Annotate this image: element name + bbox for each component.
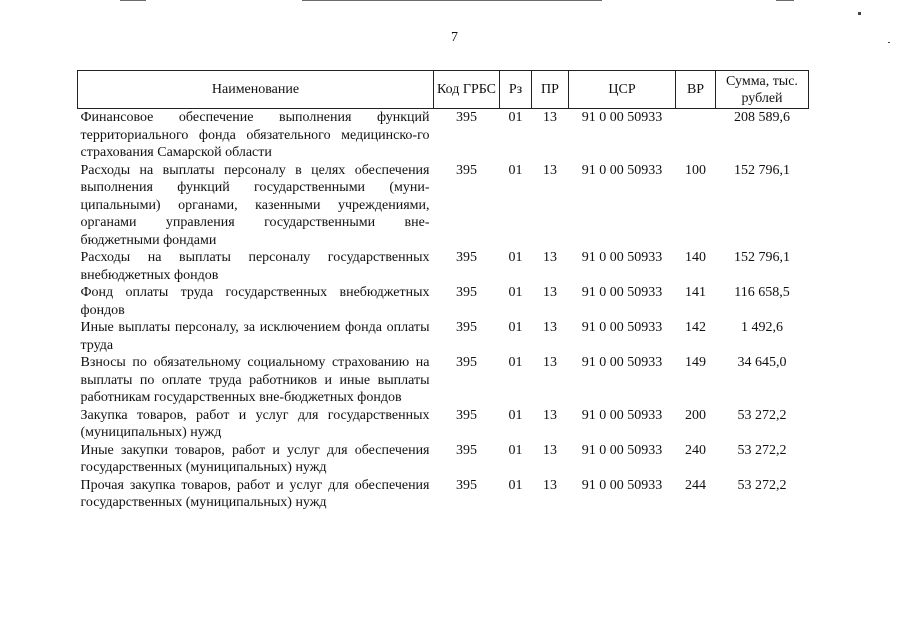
table-row <box>78 477 809 512</box>
scan-speck <box>858 12 861 15</box>
cell-name: Прочая закупка товаров, работ и услуг для обеспечения государственных (муниципальных) нужд <box>80 477 430 510</box>
cell-sum: 53 272,2 <box>737 407 787 423</box>
cell-rz: 01 <box>508 285 523 300</box>
cell-csr: 91 0 00 50933 <box>581 407 663 423</box>
cell-kod: 395 <box>456 407 477 423</box>
table-row <box>78 109 809 162</box>
cell-csr: 91 0 00 50933 <box>581 162 663 178</box>
cell-vr: 140 <box>685 250 706 265</box>
cell-csr: 91 0 00 50933 <box>581 285 663 300</box>
cell-csr: 91 0 00 50933 <box>581 250 663 265</box>
cell-name: Иные выплаты персоналу, за исключением фонда оплаты труда <box>80 320 430 353</box>
cell-vr <box>676 109 716 162</box>
cell-rz: 01 <box>508 250 523 265</box>
cell-kod: 395 <box>456 250 477 265</box>
table-row <box>78 442 809 477</box>
cell-pr: 13 <box>543 250 557 265</box>
cell-pr: 13 <box>543 285 557 300</box>
cell-vr: 200 <box>685 407 706 423</box>
cell-kod: 395 <box>456 320 477 335</box>
header-rz: Рз <box>500 71 532 109</box>
table-row <box>78 284 809 319</box>
table-row <box>78 162 809 250</box>
header-csr: ЦСР <box>569 71 676 109</box>
cell-sum: 53 272,2 <box>737 442 787 458</box>
cell-kod: 395 <box>456 442 477 458</box>
cell-sum: 152 796,1 <box>734 162 790 178</box>
budget-table <box>77 70 809 512</box>
cell-sum: 116 658,5 <box>734 285 790 300</box>
cell-sum: 208 589,6 <box>734 110 790 125</box>
scan-edge-line-left <box>120 0 146 1</box>
cell-csr: 91 0 00 50933 <box>581 320 663 335</box>
cell-pr: 13 <box>543 477 557 493</box>
cell-rz: 01 <box>508 110 523 125</box>
cell-csr: 91 0 00 50933 <box>581 477 663 493</box>
cell-csr: 91 0 00 50933 <box>581 355 663 370</box>
cell-vr: 141 <box>685 285 706 300</box>
cell-rz: 01 <box>508 477 523 493</box>
cell-rz: 01 <box>508 442 523 458</box>
cell-name: Финансовое обеспечение выполнения функций территориального фонда обязательного медицинско-го страхования Самарской области <box>80 110 430 160</box>
cell-pr: 13 <box>543 320 557 335</box>
scan-edge-line-center <box>302 0 602 1</box>
cell-rz: 01 <box>508 407 523 423</box>
cell-kod: 395 <box>456 162 477 178</box>
cell-name: Иные закупки товаров, работ и услуг для обеспечения государственных (муниципальных) нужд <box>80 442 430 475</box>
table-row <box>78 354 809 407</box>
cell-pr: 13 <box>543 110 557 125</box>
cell-rz: 01 <box>508 320 523 335</box>
header-vr: ВР <box>676 71 716 109</box>
cell-kod: 395 <box>456 110 477 125</box>
cell-vr: 244 <box>685 477 706 493</box>
cell-name: Расходы на выплаты персоналу государственных внебюджетных фондов <box>80 250 430 283</box>
cell-name: Расходы на выплаты персоналу в целях обеспечения выполнения функций государственными (муни-ципальными) органами, казенными учреждениями, органами управления государственными вне-бюджетными фондами <box>80 162 430 248</box>
cell-sum: 34 645,0 <box>737 355 787 370</box>
cell-vr: 100 <box>685 162 706 178</box>
cell-pr: 13 <box>543 162 557 178</box>
cell-pr: 13 <box>543 407 557 423</box>
header-pr: ПР <box>532 71 569 109</box>
table-row <box>78 407 809 442</box>
table-header-row <box>78 71 809 109</box>
cell-name: Взносы по обязательному социальному страхованию на выплаты по оплате труда работников и иные выплаты работникам государственных вне-бюджетных фондов <box>80 355 430 405</box>
page-number: 7 <box>451 30 458 45</box>
cell-sum: 1 492,6 <box>741 320 783 335</box>
cell-pr: 13 <box>543 442 557 458</box>
cell-vr: 240 <box>685 442 706 458</box>
cell-kod: 395 <box>456 477 477 493</box>
cell-vr: 142 <box>685 320 706 335</box>
cell-rz: 01 <box>508 162 523 178</box>
cell-sum: 53 272,2 <box>737 477 787 493</box>
table-row <box>78 249 809 284</box>
cell-name: Фонд оплаты труда государственных внебюджетных фондов <box>80 285 430 318</box>
scan-edge-line-right <box>776 0 794 1</box>
cell-vr: 149 <box>685 355 706 370</box>
table-row <box>78 319 809 354</box>
cell-name: Закупка товаров, работ и услуг для государственных (муниципальных) нужд <box>80 407 430 440</box>
header-sum: Сумма, тыс. рублей <box>716 71 809 109</box>
header-name: Наименование <box>78 71 434 109</box>
cell-kod: 395 <box>456 285 477 300</box>
header-kod-grbs: Код ГРБС <box>434 71 500 109</box>
cell-csr: 91 0 00 50933 <box>581 442 663 458</box>
cell-sum: 152 796,1 <box>734 250 790 265</box>
cell-kod: 395 <box>456 355 477 370</box>
cell-csr: 91 0 00 50933 <box>581 110 663 125</box>
cell-pr: 13 <box>543 355 557 370</box>
cell-rz: 01 <box>508 355 523 370</box>
